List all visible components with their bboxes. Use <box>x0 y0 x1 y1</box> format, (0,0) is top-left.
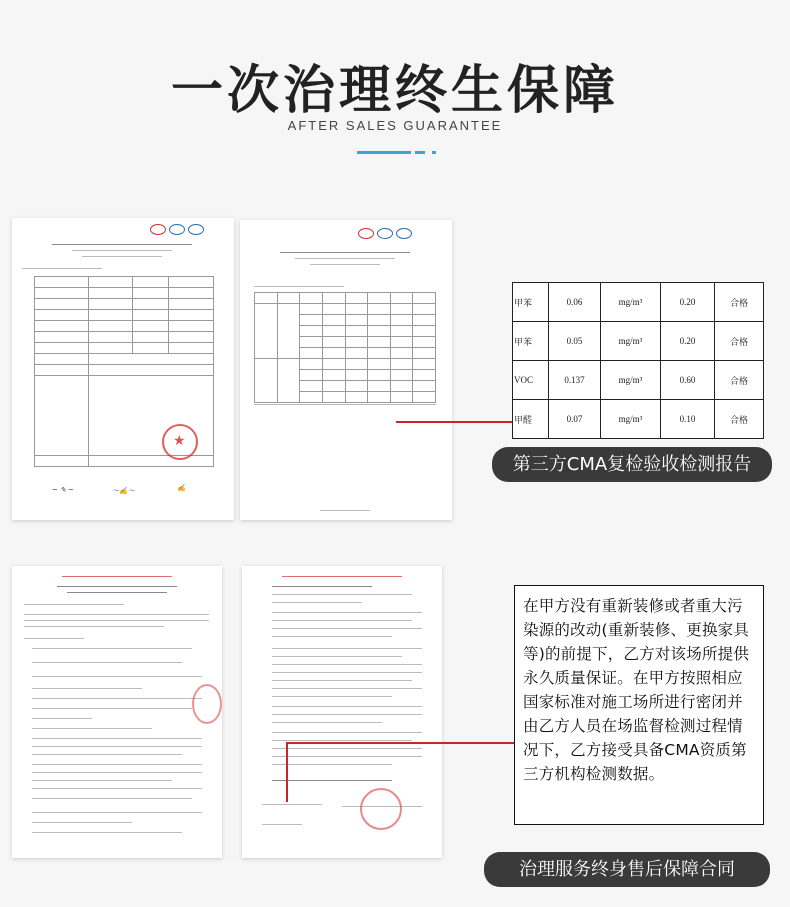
value-cell: 0.07 <box>549 400 601 439</box>
value-cell: 0.05 <box>549 322 601 361</box>
guarantee-description: 在甲方没有重新装修或者重大污染源的改动(重新装修、更换家具等)的前提下，乙方对该场所提供永久质量保证。在甲方按照相应国家标准对施工场所进行密闭并由乙方人员在场监督检测过程情况下，乙方接受具备CMA资质第三方机构检测数据。 <box>514 585 764 825</box>
ilac-logo-icon <box>169 224 185 235</box>
result-cell: 合格 <box>715 361 764 400</box>
cnas-logo-icon <box>188 224 204 235</box>
unit-cell: mg/m³ <box>601 322 661 361</box>
contract-sheet-page-1 <box>12 566 222 858</box>
value-cell: 0.137 <box>549 361 601 400</box>
report-results-table <box>254 292 436 403</box>
zoomed-results-table <box>512 282 764 439</box>
accent-bar-long <box>357 151 411 154</box>
report-sheet-page-2 <box>240 220 452 520</box>
table-row <box>513 283 764 322</box>
table-row <box>513 322 764 361</box>
unit-cell: mg/m³ <box>601 283 661 322</box>
red-seal-stamp <box>360 788 402 830</box>
report-sheet-page-1 <box>12 218 234 520</box>
pollutant-cell: 甲醛 <box>513 400 549 439</box>
seal-star-icon: ★ <box>173 433 186 449</box>
report-caption-pill: 第三方CMA复检验收检测报告 <box>492 447 772 482</box>
signature-mark: ✍ <box>177 484 186 492</box>
certification-logos <box>150 224 204 235</box>
page-subtitle: AFTER SALES GUARANTEE <box>287 118 503 133</box>
accent-dot <box>432 151 436 154</box>
table-row <box>513 361 764 400</box>
value-cell: 0.06 <box>549 283 601 322</box>
signature-mark: ~ ✎ ~ <box>52 486 75 494</box>
limit-cell: 0.10 <box>661 400 715 439</box>
signature-mark: ～✍～ <box>112 487 135 495</box>
pollutant-cell: 甲苯 <box>513 283 549 322</box>
pollutant-cell: VOC <box>513 361 549 400</box>
unit-cell: mg/m³ <box>601 361 661 400</box>
cnas-logo-icon <box>396 228 412 239</box>
report-callout-line <box>396 421 512 423</box>
unit-cell: mg/m³ <box>601 400 661 439</box>
contract-callout-vline <box>286 742 288 802</box>
cma-logo-icon <box>358 228 374 239</box>
page-title: 一次治理终生保障 <box>170 61 619 121</box>
table-row <box>513 400 764 439</box>
red-seal-stamp <box>192 684 222 724</box>
result-cell: 合格 <box>715 322 764 361</box>
limit-cell: 0.20 <box>661 283 715 322</box>
result-cell: 合格 <box>715 400 764 439</box>
certification-logos <box>358 228 412 239</box>
limit-cell: 0.60 <box>661 361 715 400</box>
contract-caption-pill: 治理服务终身售后保障合同 <box>484 852 770 887</box>
limit-cell: 0.20 <box>661 322 715 361</box>
accent-bar-short <box>415 151 425 154</box>
contract-callout-line <box>286 742 514 744</box>
ilac-logo-icon <box>377 228 393 239</box>
contract-sheet-page-2 <box>242 566 442 858</box>
pollutant-cell: 甲苯 <box>513 322 549 361</box>
result-cell: 合格 <box>715 283 764 322</box>
cma-logo-icon <box>150 224 166 235</box>
